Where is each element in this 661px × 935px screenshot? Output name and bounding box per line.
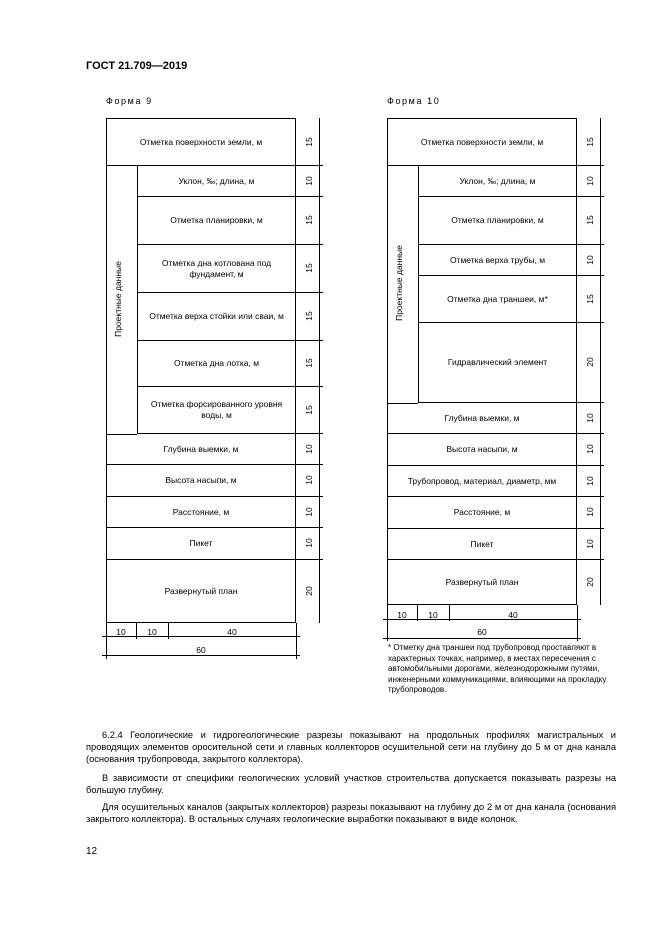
form9-dim-value: 10 [304, 176, 314, 186]
document-header: ГОСТ 21.709—2019 [86, 60, 188, 72]
form10-row: Отметка верха трубы, м [419, 245, 576, 276]
form10-row: Высота насыпи, м [388, 434, 576, 466]
form9-dim-value: 15 [304, 311, 314, 321]
form9-dim-line [102, 655, 300, 656]
form9-dim-value: 10 [304, 538, 314, 548]
form10-table [387, 118, 577, 605]
paragraph: Для осушительных каналов (закрытых коллекторов) разрезы показывают на глубину до 2 м от дна канала (основания закрытого коллектора). В остальных случаях геологические выработки показывают в виде колонок. [86, 802, 616, 825]
form9-row: Отметка форсированного уровня воды, м [138, 387, 295, 434]
form9-group-label: Проектные данные [113, 261, 123, 337]
form9-dim-tick [296, 244, 323, 245]
form10-row: Гидравлический элемент [419, 323, 576, 403]
form10-dim-tick [577, 275, 604, 276]
form10-dim-value: 20 [585, 577, 595, 587]
form9-dim-value: 15 [304, 263, 314, 273]
form10-row: Трубопровод, материал, диаметр, мм [388, 466, 576, 497]
form9-table [106, 118, 296, 623]
form9-label: Форма 9 [106, 96, 153, 106]
form10-footnote: * Отметку дна траншеи под трубопровод проставляют в характерных точках, например, в местах пересечения с автомобильными дорогами, железнодорожными путями, инженерными коммуникациями, влияющими на прокладку трубопроводов. [388, 643, 607, 694]
form10-dim-line-right [600, 118, 601, 605]
form9-dim-value: 10 [304, 507, 314, 517]
page-number: 12 [86, 846, 98, 857]
form10-dim-value: 10 [585, 539, 595, 549]
form9-dim-value: 20 [304, 586, 314, 596]
form10-dim-bottom: 40 [508, 610, 518, 620]
form9-dim-value: 15 [304, 405, 314, 415]
form10-dim-tick [577, 196, 604, 197]
form10-row: Уклон, ‰; длина, м [419, 166, 576, 197]
form9-row: Уклон, ‰; длина, м [138, 166, 295, 197]
form9-row: Развернутый план [164, 585, 238, 596]
form10-dim-line [383, 638, 581, 639]
form10-dim-value: 10 [585, 507, 595, 517]
form9-dim-tick [296, 340, 323, 341]
form10-dim-bottom: 10 [397, 610, 407, 620]
form10-row: Расстояние, м [388, 497, 576, 529]
form9-dim-bottom: 10 [116, 627, 126, 637]
form10-dim-tick [577, 559, 604, 560]
form10-dim-value: 10 [585, 413, 595, 423]
form10-dim-total: 60 [477, 627, 487, 637]
form9-dim-tick [296, 292, 323, 293]
paragraph: 6.2.4 Геологические и гидрогеологические разрезы показывают на продольных профилях магистральных и проводящих элементов оросительной сети и главных коллекторов осушительной сети на глубину до 5 м от дна канала (основания трубопровода, закрытого коллектора). [86, 730, 616, 765]
form10-row: Отметка планировки, м [419, 197, 576, 245]
form10-dim-value: 20 [585, 357, 595, 367]
form10-row: Отметка поверхности земли, м [388, 119, 576, 166]
form9-dim-value: 15 [304, 137, 314, 147]
form10-group-label: Проектные данные [394, 245, 404, 321]
form9-row: Отметка дна лотка, м [138, 341, 295, 387]
form9-dim-value: 10 [304, 444, 314, 454]
form10-row: Отметка дна траншеи, м* [419, 276, 576, 323]
form10-dim-value: 15 [585, 137, 595, 147]
form10-dim-bottom: 10 [428, 610, 438, 620]
form10-dim-value: 10 [585, 176, 595, 186]
form9-dim-ext [296, 623, 297, 659]
form9-row: Отметка дна котлована под фундамент, м [138, 245, 295, 293]
form9-dim-bottom: 10 [147, 627, 157, 637]
form9-row: Отметка поверхности земли, м [107, 119, 295, 166]
form9-dim-tick [296, 196, 323, 197]
paragraph: В зависимости от специфики геологических условий участков строительства допускается показывать разрезы на большую глубину. [86, 773, 616, 796]
form10-dim-value: 15 [585, 294, 595, 304]
form10-row: Глубина выемки, м [388, 403, 576, 434]
form10-row: Пикет [388, 529, 576, 560]
form10-dim-value: 10 [585, 476, 595, 486]
form9-dim-value: 15 [304, 358, 314, 368]
form9-dim-value: 10 [304, 475, 314, 485]
form9-row: Глубина выемки, м [107, 434, 295, 465]
form10-row: Развернутый план [445, 576, 519, 587]
form9-dim-value: 15 [304, 215, 314, 225]
form9-row: Расстояние, м [107, 497, 295, 528]
form10-dim-tick [577, 322, 604, 323]
form9-dim-total: 60 [196, 645, 206, 655]
form10-dim-value: 10 [585, 444, 595, 454]
form10-dim-value: 10 [585, 255, 595, 265]
form9-row: Отметка верха стойки или сваи, м [138, 293, 295, 341]
form9-dim-tick [296, 386, 323, 387]
form10-dim-ext [577, 605, 578, 641]
form9-dim-bottom: 40 [227, 627, 237, 637]
form9-dim-line-right [319, 118, 320, 623]
form10-dim-value: 15 [585, 215, 595, 225]
form9-row: Отметка планировки, м [138, 197, 295, 245]
form9-dim-tick [296, 559, 323, 560]
form10-label: Форма 10 [387, 96, 441, 106]
form9-row: Пикет [107, 528, 295, 560]
form9-row: Высота насыпи, м [107, 465, 295, 497]
